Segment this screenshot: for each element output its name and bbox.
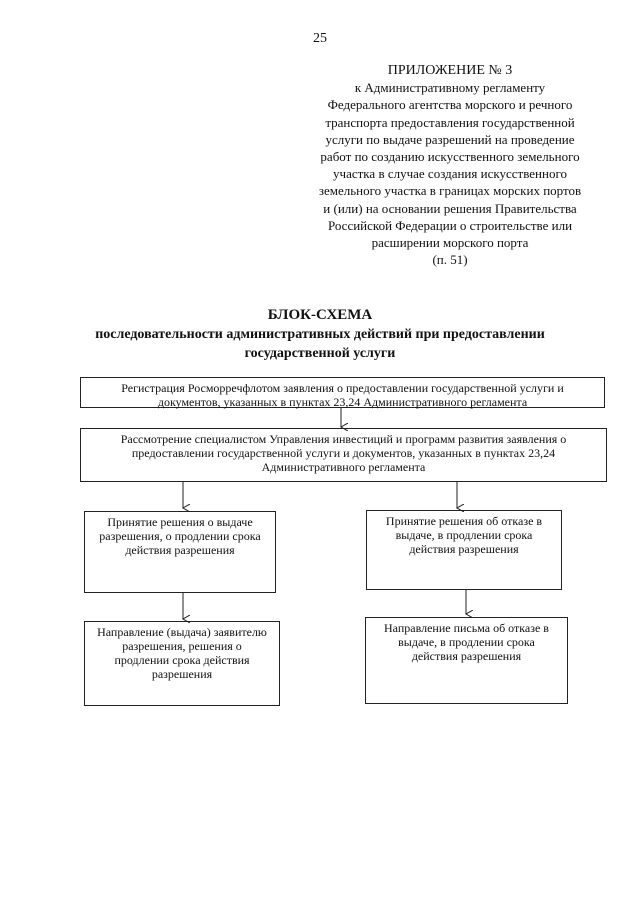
page-number: 25 [313,31,327,46]
box-text-line: продлении срока действия [114,653,250,667]
box-text-line: действия разрешения [411,649,522,663]
appendix-line: услуги по выдаче разрешений на проведение [325,131,575,147]
decision-grant-box [84,511,276,593]
box-text-line: Направление (выдача) заявителю [97,625,267,639]
appendix-heading: ПРИЛОЖЕНИЕ № 3 [387,63,513,78]
appendix-line: к Административному регламенту [354,80,546,96]
box-text-line: Административного регламента [261,460,426,474]
box-text-line: действия разрешения [409,542,519,556]
box-text-line: Принятие решения об отказе в [385,514,543,528]
box-text-line: разрешения [151,667,213,681]
appendix-line: транспорта предоставления государственной [325,114,575,130]
appendix-line: Федерального агентства морского и речного [327,97,573,113]
box-text-line: Принятие решения о выдаче [107,515,253,529]
box-text-line: выдаче, в продлении срока [395,528,533,542]
decision-refuse-box [366,510,562,590]
title-subtitle-line: последовательности административных действий при предоставлении [95,327,545,342]
box-text-line: предоставлении государственной услуги и документов, указанных в пунктах 23,24 [131,446,556,460]
appendix-line: земельного участка в границах морских портов [318,183,582,199]
box-text-line: Направление письма об отказе в [384,621,549,635]
step-review-box [80,428,607,482]
send-refuse-box [365,617,568,704]
title-main: БЛОК-СХЕМА [267,307,373,323]
appendix-line: работ по созданию искусственного земельного [320,149,580,165]
appendix-reference: (п. 51) [432,252,468,268]
box-text-line: документов, указанных в пунктах 23,24 Административного регламента [157,395,528,409]
box-text-line: Регистрация Росморречфлотом заявления о предоставлении государственной услуги и [121,381,564,395]
appendix-line: и (или) на основании решения Правительства [323,200,577,216]
step-registration-box [80,377,605,408]
box-text-line: Рассмотрение специалистом Управления инвестиций и программ развития заявления о [120,432,567,446]
appendix-line: расширении морского порта [371,235,529,251]
appendix-line: Российской Федерации о строительстве или [327,217,573,233]
title-subtitle-line: государственной услуги [244,346,396,361]
box-text-line: разрешения, решения о [122,639,242,653]
box-text-line: действия разрешения [125,543,235,557]
send-grant-box [84,621,280,706]
box-text-line: разрешения, о продлении срока [99,529,261,543]
appendix-line: участка в случае создания искусственного [333,166,567,182]
box-text-line: выдаче, в продлении срока [398,635,535,649]
